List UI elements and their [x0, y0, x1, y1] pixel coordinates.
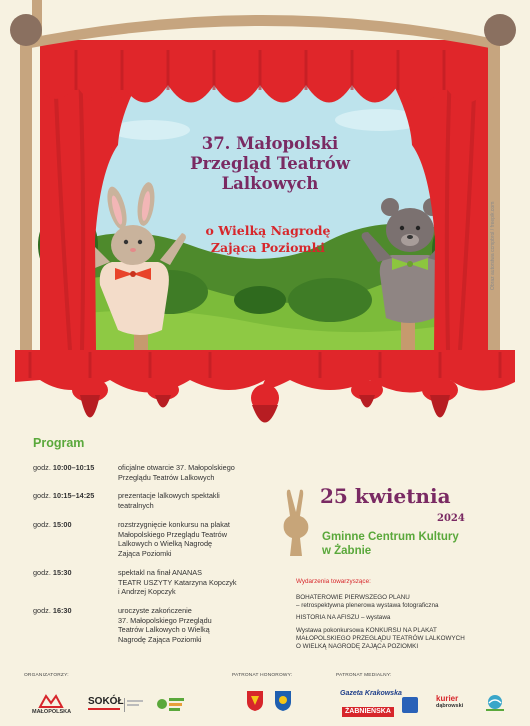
- program-time: 15:00: [52, 520, 72, 529]
- subtitle-line-1: o Wielką Nagrodę: [205, 223, 331, 238]
- malopolska-logo-icon: [38, 694, 64, 708]
- sokol-sub-logo: [124, 698, 147, 712]
- side-event: BOHATEROWIE PIERWSZEGO PLANU – retrospektywna plenerowa wystawa fotograficzna: [296, 594, 439, 609]
- radio-logo-icon: [402, 697, 418, 713]
- tarnow-info-logo-icon: [484, 694, 506, 712]
- title-line-3: Lalkowych: [221, 174, 319, 193]
- malopolska-logo: MAŁOPOLSKA: [32, 709, 72, 715]
- side-events-heading: Wydarzenia towarzyszące:: [296, 578, 371, 585]
- kurier-logo-sub: dąbrowski: [436, 703, 464, 709]
- sokol-logo-bar: [88, 708, 120, 710]
- program-heading: Program: [33, 436, 85, 450]
- title-line-1: 37. Małopolski: [201, 134, 339, 153]
- kurier-logo: kurier: [436, 694, 459, 703]
- program-time: 10:15–14:25: [52, 491, 95, 500]
- zabnienska-logo: ŻABNIEŃSKA: [345, 708, 391, 715]
- festival-title: [150, 134, 390, 194]
- sokol-logo: SOKÓŁ: [88, 696, 124, 707]
- gck-logo-icon: [156, 694, 186, 714]
- organizers-label: ORGANIZATORZY:: [24, 673, 69, 678]
- side-event: HISTORIA NA AFISZU – wystawa: [296, 614, 391, 621]
- tarnow-county-crest-icon: [246, 690, 264, 712]
- event-year: 2024: [437, 513, 465, 524]
- photo-credit: Obraz autorstwa ccmpbrol / freepik.com: [490, 201, 496, 290]
- festival-subtitle: [168, 222, 368, 256]
- program-time: 16:30: [52, 606, 72, 615]
- title-line-2: Przegląd Teatrów: [190, 154, 350, 173]
- program-time: 15:30: [52, 568, 72, 577]
- side-event: Wystawa pokonkursowa KONKURSU NA PLAKAT MAŁOPOLSKIEGO PRZEGLĄDU TEATRÓW LALKOWYCH O WIELKĄ NAGRODĘ ZAJĄCA POZIOMKI: [296, 627, 465, 650]
- zabno-crest-icon: [274, 690, 292, 712]
- gazeta-krakowska-logo: Gazeta Krakowska: [340, 690, 402, 697]
- event-venue: Gminne Centrum Kultury w Żabnie: [322, 531, 459, 557]
- honorary-patronage-label: PATRONAT HONOROWY:: [232, 673, 293, 678]
- subtitle-line-2: Zająca Poziomki: [210, 240, 326, 255]
- event-date: 25 kwietnia: [320, 484, 451, 508]
- bunny-silhouette-icon: [276, 486, 316, 558]
- program-time: 10:00–10:15: [52, 463, 95, 472]
- media-patronage-label: PATRONAT MEDIALNY:: [336, 673, 392, 678]
